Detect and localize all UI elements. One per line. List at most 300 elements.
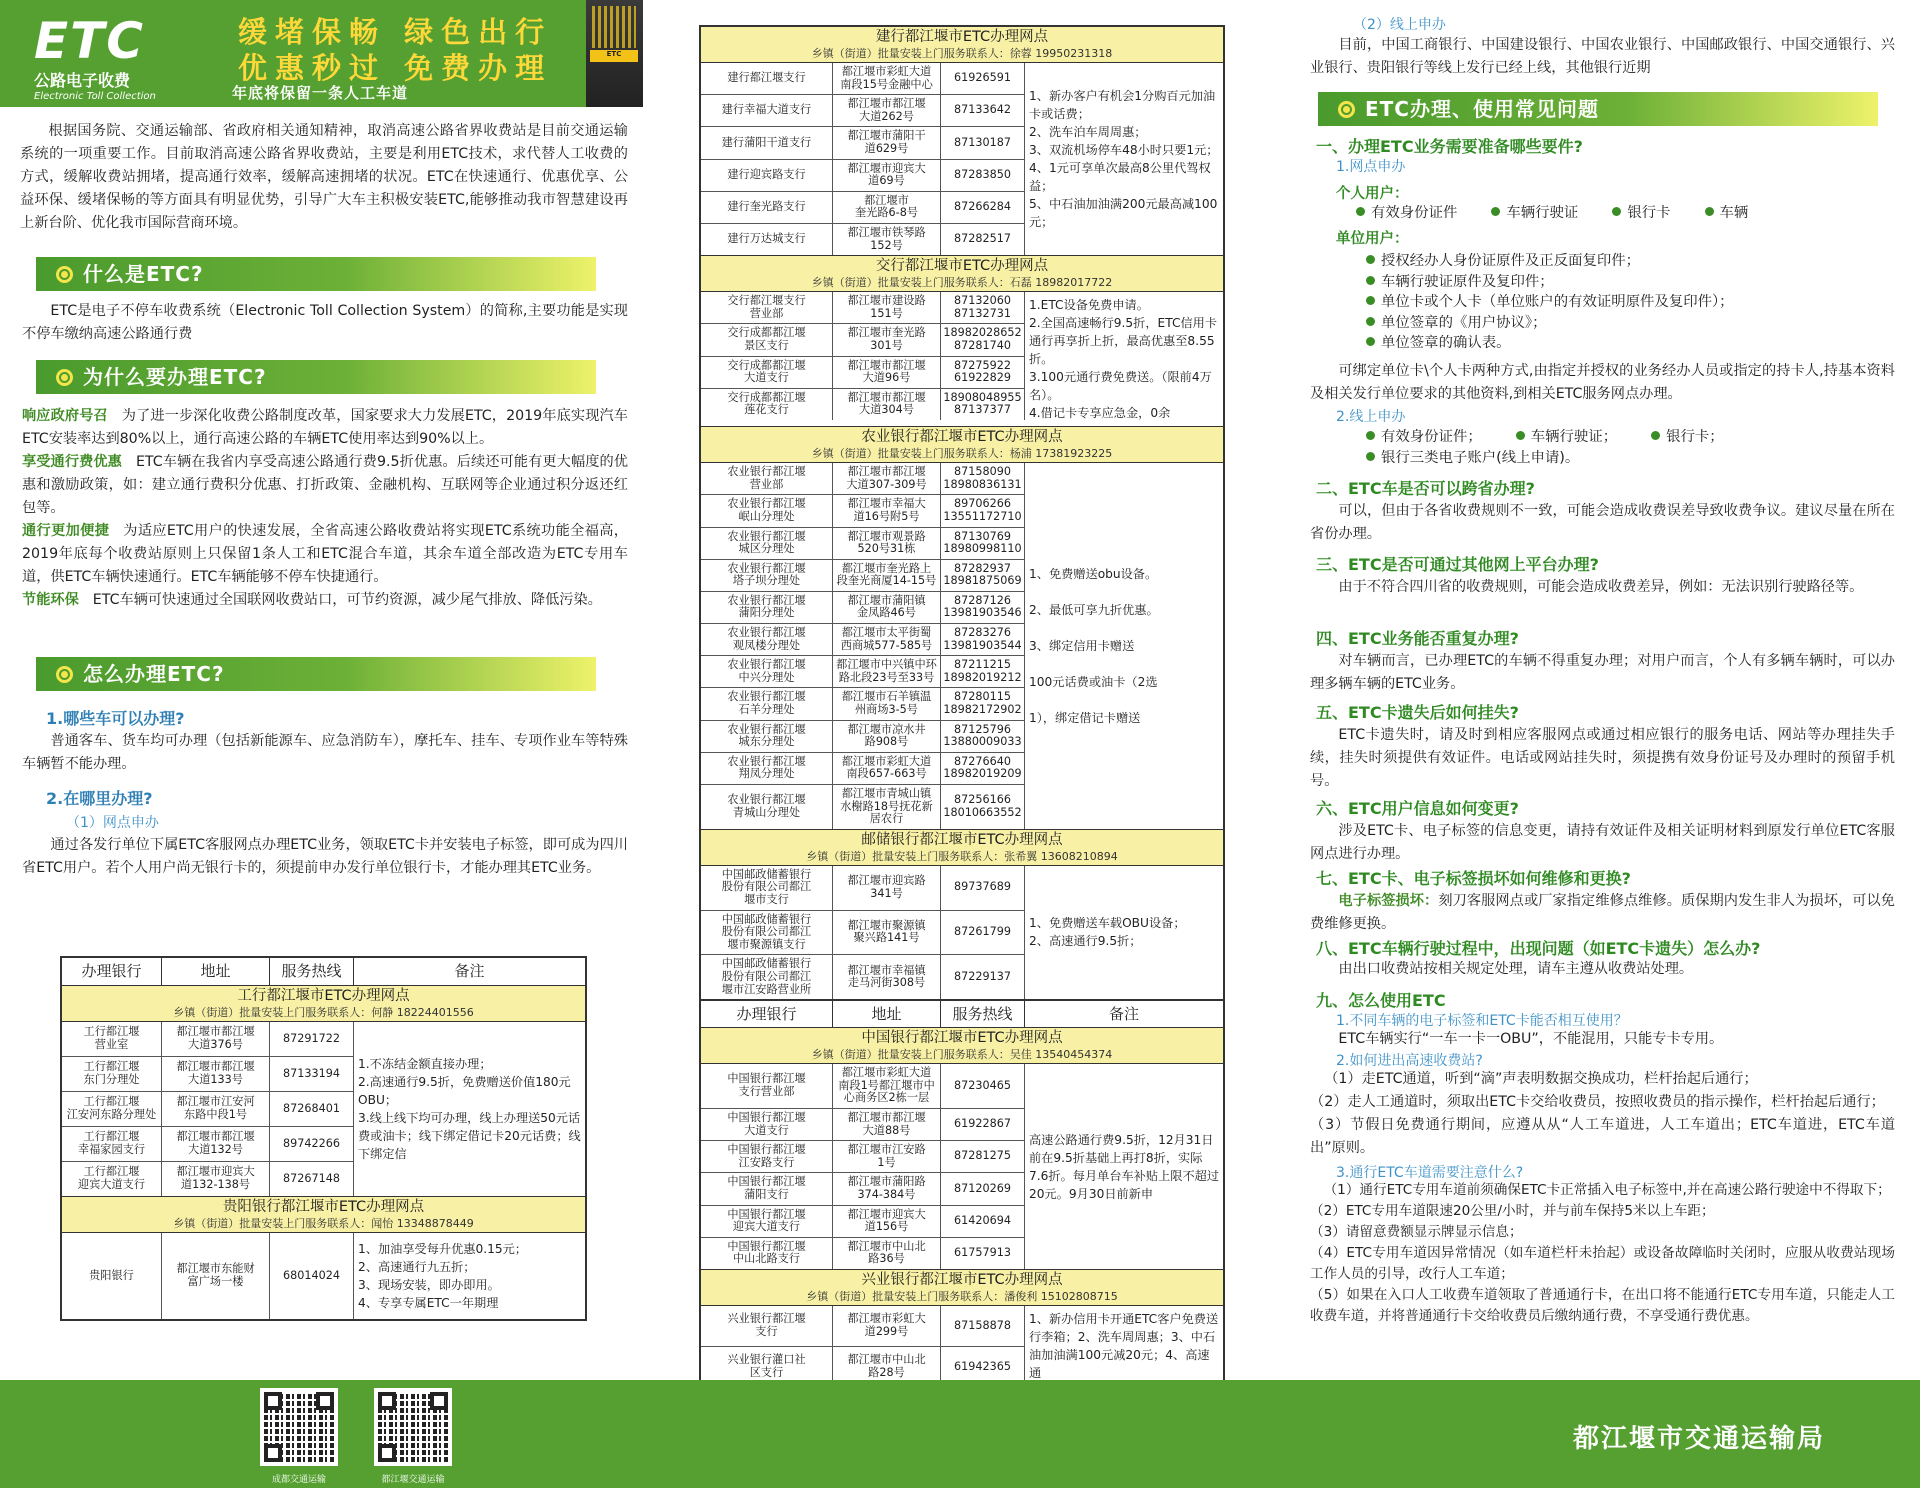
faq-a7 (1310, 890, 1895, 936)
bullet-text: 银行三类电子账户(线上申请)。 (1381, 449, 1580, 466)
table-cell: 交行成都都江堰 大道支行 (701, 357, 833, 388)
bullet-dot-icon (1612, 207, 1621, 216)
table-cell: 89742266 (270, 1127, 354, 1161)
faq-q9-s3: 3.通行ETC车道需要注意什么? (1336, 1165, 1524, 1181)
corp-items (1366, 251, 1896, 354)
bullet-text: 有效身份证件 (1371, 205, 1458, 221)
how-sub2: （2）线上申办 (1353, 17, 1446, 33)
bank-contact: 乡镇（街道）批量安装上门服务联系人：石磊 18982017722 (811, 276, 1113, 290)
faq-a8: 由出口收费站按相关规定处理，请车主遵从收费站处理。 (1338, 961, 1694, 977)
table-row (62, 1233, 354, 1319)
bank-name: 农业银行都江堰市ETC办理网点 (861, 429, 1063, 446)
table-cell: 中国邮政储蓄银行 股份有限公司都江 堰市江安路营业所 (701, 955, 833, 999)
table-cell: 都江堰市都江堰 大道96号 (833, 357, 941, 388)
table-row (701, 192, 1025, 224)
table-cell: 87256166 18010663552 (941, 785, 1025, 829)
logo-en: Electronic Toll Collection (34, 91, 156, 102)
bank-name: 邮储银行都江堰市ETC办理网点 (861, 831, 1063, 848)
table-cell: 87133194 (270, 1057, 354, 1091)
table-cell: 中国银行都江堰 大道支行 (701, 1109, 833, 1140)
what-paragraph: ETC是电子不停车收费系统（Electronic Toll Collection System）的简称,主要功能是实现不停车缴纳高速公路通行费 (22, 303, 628, 342)
table-cell: 农业银行都江堰 岷山分理处 (701, 495, 833, 526)
section-why-title: 为什么要办理ETC? (83, 365, 267, 389)
table-row (701, 911, 1025, 956)
bank-name: 工行都江堰市ETC办理网点 (237, 988, 410, 1004)
faq-q2: 二、ETC车是否可以跨省办理? (1316, 479, 1535, 498)
why-item-text: ETC车辆可快速通过全国联网收费站口，可节约资源，减少尾气排放、降低污染。 (92, 592, 602, 608)
bank-note: 1、免费赠送obu设备。 2、最低可享九折优惠。 3、绑定信用卡赠送 100元话费或油卡（2选 1），绑定借记卡赠送 (1029, 566, 1159, 725)
bank-note: 1、加油享受每升优惠0.15元； 2、高速通行九五折； 3、现场安装，即办即用。 4、专享专属ETC一年期理 (358, 1242, 527, 1310)
table-cell: 工行都江堰 江安河东路分理处 (62, 1092, 162, 1126)
table-cell: 87268401 (270, 1092, 354, 1126)
table-cell: 建行蒲阳干道支行 (701, 127, 833, 158)
how-q1: 1.哪些车可以办理? (46, 709, 185, 728)
bullet-dot-icon (1705, 207, 1714, 216)
table-cell: 中国邮政储蓄银行 股份有限公司都江 堰市支行 (701, 866, 833, 910)
table-row (62, 1022, 354, 1057)
table-cell: 都江堰市中兴镇中环 路北段23号至33号 (833, 656, 941, 687)
table-cell: 都江堰市蒲阳干 道629号 (833, 127, 941, 158)
faq-a6: 涉及ETC卡、电子标签的信息变更，请持有效证件及相关证明材料到原发行单位ETC客服网点进行办理。 (1310, 823, 1895, 862)
bullet-item (1366, 427, 1482, 448)
table-row (701, 624, 1025, 656)
etc-sign: ETC (590, 50, 638, 62)
ring-icon (56, 266, 73, 283)
table-cell: 87211215 18982019212 (941, 656, 1025, 687)
bullet-text: 车辆行驶证 (1506, 205, 1579, 221)
qr-label-dujiangyan: 都江堰交通运输 (381, 1475, 445, 1485)
table-header-row (701, 1000, 1223, 1028)
table-cell: 农业银行都江堰 营业部 (701, 463, 833, 494)
table-cell: 87158878 (941, 1306, 1025, 1346)
table-cell: 87158090 18980836131 (941, 463, 1025, 494)
bullet-item (1366, 272, 1896, 293)
table-cell: 87120269 (941, 1173, 1025, 1204)
personal-items (1356, 202, 1896, 224)
table-cell: 都江堰市东能财 富广场一楼 (162, 1233, 270, 1319)
table-row (701, 753, 1025, 785)
table-row (701, 324, 1025, 356)
table-cell: 都江堰市彩虹大道 南段15号金融中心 (833, 63, 941, 94)
faq-q9: 九、怎么使用ETC (1316, 991, 1446, 1010)
table-row (701, 1064, 1025, 1109)
table-row (701, 160, 1025, 192)
table-cell: 61420694 (941, 1206, 1025, 1237)
table-cell: 农业银行都江堰 中兴分理处 (701, 656, 833, 687)
why-item-label: 享受通行费优惠 (22, 454, 122, 470)
bullet-text: 单位签章的《用户协议》； (1381, 314, 1547, 331)
table-cell: 都江堰市都江堰 大道304号 (833, 389, 941, 420)
table-row (701, 866, 1025, 911)
table-cell: 农业银行都江堰 城东分理处 (701, 721, 833, 752)
bullet-dot-icon (1366, 276, 1375, 285)
bullet-item (1612, 203, 1670, 224)
ring-icon (1338, 101, 1355, 118)
bullet-text: 银行卡； (1666, 429, 1724, 445)
table-cell: 都江堰市彩虹大 道299号 (833, 1306, 941, 1346)
table-cell: 87282517 (941, 224, 1025, 255)
bank-contact: 乡镇（街道）批量安装上门服务联系人：吴佳 13540454374 (811, 1048, 1113, 1062)
bank-body (62, 1022, 585, 1197)
table-row (701, 224, 1025, 255)
table-cell: 87287126 13981903546 (941, 592, 1025, 623)
how-q2: 2.在哪里办理? (46, 789, 153, 808)
table-cell: 都江堰市彩虹大道 南段657-663号 (833, 753, 941, 784)
table-cell: 89706266 13551172710 (941, 495, 1025, 526)
faq-a4: 对车辆而言，已办理ETC的车辆不得重复办理；对用户而言，个人有多辆车辆时，可以办理多辆车辆的ETC业务。 (1310, 653, 1895, 692)
agency-name: 都江堰市交通运输局 (1572, 1424, 1825, 1454)
why-item-text: 为了进一步深化收费公路制度改革，国家要求大力发展ETC，2019年底实现汽车ETC安装率达到80%以上，通行高速公路的车辆ETC使用率达到90%以上。 (22, 408, 628, 447)
table-cell: 都江堰市都江堰 大道307-309号 (833, 463, 941, 494)
table-row (701, 955, 1025, 999)
bullet-text: 授权经办人身份证原件及正反面复印件； (1381, 253, 1641, 269)
table-cell: 都江堰市都江堰 大道132号 (162, 1127, 270, 1161)
table-row (701, 1206, 1025, 1238)
table-cell: 都江堰市都江堰 大道133号 (162, 1057, 270, 1091)
table-cell: 都江堰市幸福大 道16号附5号 (833, 495, 941, 526)
bullet-dot-icon (1516, 431, 1525, 440)
table-row (701, 463, 1025, 495)
table-cell: 建行幸福大道支行 (701, 95, 833, 126)
bank-body (701, 1306, 1223, 1387)
table-cell: 中国银行都江堰 蒲阳支行 (701, 1173, 833, 1204)
table-cell: 87283850 (941, 160, 1025, 191)
table-cell: 农业银行都江堰 城区分理处 (701, 528, 833, 559)
bullet-text: 银行卡 (1627, 205, 1671, 221)
table-cell: 工行都江堰 迎宾大道支行 (62, 1162, 162, 1196)
slogan-line1: 缓堵保畅 绿色出行 (238, 15, 553, 49)
bank-note: 1.不冻结金额直接办理； 2.高速通行9.5折，免费赠送价值180元OBU； 3.线上线下均可办理，线上办理送50元话费或油卡；线下绑定借记卡20元话费；线下绑定信 (358, 1057, 581, 1161)
table-row (701, 63, 1025, 95)
bank-name: 中国银行都江堰市ETC办理网点 (861, 1030, 1063, 1047)
table-cell: 工行都江堰 营业室 (62, 1022, 162, 1056)
bullet-item (1366, 313, 1896, 334)
table-cell: 87125796 13880009033 (941, 721, 1025, 752)
table-cell: 87261799 (941, 911, 1025, 955)
bank-body (701, 63, 1223, 256)
qr-corner (264, 1392, 282, 1410)
why-item-text: 为适应ETC用户的快速发展，全省高速公路收费站将实现ETC系统功能全福高，2019年底每个收费站原则上只保留1条人工和ETC混合车道，其余车道全部改造为ETC专用车道，供ETC车辆快速通行。ETC车辆能够不停车快捷通行。 (22, 523, 628, 585)
table-cell: 87132060 87132731 (941, 292, 1025, 323)
table-row (701, 656, 1025, 688)
table-cell: 都江堰市蒲阳镇 金凤路46号 (833, 592, 941, 623)
table-cell: 87230465 (941, 1064, 1025, 1108)
faq-a9-s1: ETC车辆实行“一车一卡一OBU”，不能混用，只能专卡专用。 (1338, 1031, 1724, 1047)
bullet-item (1366, 333, 1896, 354)
faq-q9-s1: 1.不同车辆的电子标签和ETC卡能否相互使用？ (1336, 1013, 1628, 1029)
bank-rows (701, 866, 1025, 999)
bank-note: 高速公路通行费9.5折，12月31日前在9.5折基础上再打8折，实际7.6折。每月单台车补贴上限不超过20元。9月30日前新申 (1029, 1132, 1220, 1201)
section-faq-header (1318, 92, 1878, 126)
table-cell: 87229137 (941, 955, 1025, 999)
table-row (701, 1109, 1025, 1141)
table-cell: 都江堰市江安路 1号 (833, 1141, 941, 1172)
table-cell: 都江堰市青城山镇 水榭路18号抚花新 居农行 (833, 785, 941, 829)
table-header-cell: 备注 (454, 962, 485, 980)
table-row (701, 292, 1025, 324)
bullet-dot-icon (1651, 431, 1660, 440)
bank-table-middle (699, 25, 1225, 1389)
qr-code-chengdu[interactable] (260, 1388, 338, 1466)
table-cell: 61757913 (941, 1238, 1025, 1269)
bullet-item (1356, 203, 1457, 224)
table-cell: 交行成都都江堰 莲花支行 (701, 389, 833, 420)
faq-q1-sub2: 2.线上申办 (1336, 409, 1406, 425)
bank-rows (701, 1306, 1025, 1387)
bank-body (701, 292, 1223, 427)
section-what-header (36, 257, 596, 291)
faq-q4: 四、ETC业务能否重复办理? (1316, 629, 1519, 648)
table-cell: 18982028652 87281740 (941, 324, 1025, 355)
table-cell: 89737689 (941, 866, 1025, 910)
how-a2: 通过各发行单位下属ETC客服网点办理ETC业务，领取ETC卡并安装电子标签，即可成为四川省ETC用户。若个人用户尚无银行卡的，须提前申办发行单位银行卡，才能办理其ETC业务。 (22, 837, 628, 876)
faq-a5: ETC卡遗失时，请及时到相应客服网点或通过相应银行的服务电话、网站等办理挂失手续，挂失时须提供有效证件。电话或网站挂失时，须提携有效身份证号及办理时的预留手机号。 (1310, 727, 1895, 789)
bullet-text: 车辆行驶证原件及复印件； (1381, 273, 1554, 290)
table-cell: 兴业银行都江堰 支行 (701, 1306, 833, 1346)
table-row (701, 95, 1025, 127)
table-cell: 建行迎宾路支行 (701, 160, 833, 191)
bank-note: 1.ETC设备免费申请。 2.全国高速畅行9.5折，ETC信用卡通行再享折上折，最高优惠至8.55折。 3.100元通行费免费送。（限前4万名）。 4.借记卡专享应急金，0余 (1029, 298, 1218, 421)
table-cell: 都江堰市太平街蜀 西商城577-585号 (833, 624, 941, 655)
table-cell: 建行都江堰支行 (701, 63, 833, 94)
table-cell: 交行成都都江堰 景区支行 (701, 324, 833, 355)
faq-personal-label: 个人用户： (1336, 186, 1409, 202)
table-cell: 中国邮政储蓄银行 股份有限公司都江 堰市聚源镇支行 (701, 911, 833, 955)
table-cell: 农业银行都江堰 翔凤分理处 (701, 753, 833, 784)
table-cell: 都江堰市铁琴路 152号 (833, 224, 941, 255)
table-cell: 都江堰市都江堰 大道262号 (833, 95, 941, 126)
building-lights (592, 6, 636, 48)
table-header-cell: 办理银行 (701, 1001, 833, 1027)
qr-corner (264, 1444, 282, 1462)
bank-name: 贵阳银行都江堰市ETC办理网点 (222, 1199, 425, 1215)
table-cell: 工行都江堰 东门分理处 (62, 1057, 162, 1091)
bullet-dot-icon (1491, 207, 1500, 216)
bank-header (701, 27, 1223, 63)
table-cell: 都江堰市迎宾大 道69号 (833, 160, 941, 191)
table-header-row (62, 958, 585, 986)
banner-subtitle: 年底将保留一条人工车道 (232, 84, 409, 102)
table-cell: 建行奎光路支行 (701, 192, 833, 223)
table-cell: 都江堰市凉水井 路908号 (833, 721, 941, 752)
faq-a2: 可以，但由于各省收费规则不一致，可能会造成收费误差导致收费争议。建议尽量在所在省份办理。 (1310, 503, 1895, 542)
bank-header (701, 1028, 1223, 1064)
why-item (22, 520, 628, 589)
bank-name: 建行都江堰市ETC办理网点 (875, 29, 1049, 45)
table-cell: 都江堰市 奎光路6-8号 (833, 192, 941, 223)
ring-icon (56, 666, 73, 683)
table-cell: 建行万达城支行 (701, 224, 833, 255)
logo-mark: ETC (34, 12, 145, 70)
faq-q8: 八、ETC车辆行驶过程中，出现问题（如ETC卡遗失）怎么办? (1316, 939, 1761, 958)
bullet-text: 车辆行驶证； (1530, 429, 1618, 445)
bank-body (701, 463, 1223, 830)
table-header-cell: 办理银行 (62, 958, 162, 985)
faq-a9-s2: （1）走ETC通道，听到“滴”声表明数据交换成功，栏杆抬起后通行； （2）走人工通道时，须取出ETC卡交给收费员，按照收费员的指示操作，栏杆抬起后通行； （3）节假日免费通行期间，应遵从从“人工车道进，人工车道出；ETC车道进，ETC车道出”原则。 (1310, 1071, 1895, 1156)
bullet-dot-icon (1356, 207, 1365, 216)
bank-header (701, 427, 1223, 463)
table-cell: 都江堰市都江堰 大道88号 (833, 1109, 941, 1140)
table-row (701, 1141, 1025, 1173)
table-cell: 都江堰市蒲阳路 374-384号 (833, 1173, 941, 1204)
table-cell: 都江堰市幸福镇 走马河街308号 (833, 955, 941, 999)
faq-q3: 三、ETC是否可通过其他网上平台办理? (1316, 555, 1599, 574)
table-row (701, 560, 1025, 592)
why-item-label: 节能环保 (22, 592, 79, 608)
table-row (701, 528, 1025, 560)
bank-rows (701, 1064, 1025, 1269)
table-cell: 都江堰市石羊镇温 州商场3-5号 (833, 688, 941, 719)
footer-bar (0, 1380, 1920, 1488)
table-cell: 87281275 (941, 1141, 1025, 1172)
bank-body (62, 1233, 585, 1319)
table-row (701, 1306, 1025, 1347)
bank-contact: 乡镇（街道）批量安装上门服务联系人：闻怡 13348878449 (173, 1217, 474, 1230)
table-row (701, 389, 1025, 420)
table-header-cell: 地址 (162, 958, 270, 985)
section-how-header (36, 657, 596, 691)
table-cell: 农业银行都江堰 石羊分理处 (701, 688, 833, 719)
bank-header (62, 986, 585, 1022)
table-cell: 87266284 (941, 192, 1025, 223)
bank-rows (62, 1233, 354, 1319)
bank-name: 兴业银行都江堰市ETC办理网点 (861, 1271, 1063, 1288)
bank-note: 1、新办信用卡开通ETC客户免费送行李箱；2、洗车周周惠；3、中石油加油满100元减20元；4、高速通 (1029, 1312, 1219, 1381)
table-cell: 农业银行都江堰 观凤楼分理处 (701, 624, 833, 655)
faq-q1-sub1: 1.网点申办 (1336, 159, 1406, 175)
table-row (62, 1057, 354, 1092)
toll-gate-image (586, 0, 643, 107)
faq-a7-label: 电子标签损坏： (1338, 893, 1439, 909)
qr-corner (378, 1392, 396, 1410)
table-cell: 农业银行都江堰 塔子坝分理处 (701, 560, 833, 591)
table-cell: 交行都江堰支行 营业部 (701, 292, 833, 323)
faq-q6: 六、ETC用户信息如何变更? (1316, 799, 1519, 818)
why-item-label: 通行更加便捷 (22, 523, 110, 539)
table-row (701, 592, 1025, 624)
bank-header (701, 256, 1223, 292)
how-a3: 目前，中国工商银行、中国建设银行、中国农业银行、中国邮政银行、中国交通银行、兴业银行、贵阳银行等线上发行已经上线，其他银行近期 (1310, 37, 1895, 76)
table-cell: 都江堰市奎光路上 段奎光商厦14-15号 (833, 560, 941, 591)
table-cell: 贵阳银行 (62, 1233, 162, 1319)
table-cell: 87280115 18982172902 (941, 688, 1025, 719)
faq-corp-note: 可绑定单位卡\个人卡两种方式,由指定并授权的业务经办人员或指定的持卡人,持基本资料及相关发行单位要求的其他资料,到相关ETC服务网点办理。 (1310, 363, 1895, 402)
bank-header (701, 830, 1223, 866)
bank-rows (701, 292, 1025, 426)
table-cell: 87282937 18981875069 (941, 560, 1025, 591)
header-banner (0, 0, 643, 107)
bullet-item (1516, 427, 1617, 448)
table-row (701, 688, 1025, 720)
table-cell: 61926591 (941, 63, 1025, 94)
bullet-item (1366, 448, 1862, 469)
table-row (62, 1092, 354, 1127)
table-header-cell: 服务热线 (270, 958, 354, 985)
bullet-dot-icon (1366, 337, 1375, 346)
bank-header (62, 1197, 585, 1233)
bullet-text: 单位签章的确认表。 (1381, 335, 1511, 351)
table-row (62, 1162, 354, 1196)
bank-body (701, 866, 1223, 1000)
table-cell: 中国银行都江堰 江安路支行 (701, 1141, 833, 1172)
faq-q5: 五、ETC卡遗失后如何挂失? (1316, 703, 1519, 722)
table-cell: 87130769 18980998110 (941, 528, 1025, 559)
how-a1: 普通客车、货车均可办理（包括新能源车、应急消防车），摩托车、挂车、专项作业车等特殊车辆暂不能办理。 (22, 733, 628, 772)
bank-rows (62, 1022, 354, 1196)
bank-rows (701, 463, 1025, 829)
table-cell: 中国银行都江堰 支行营业部 (701, 1064, 833, 1108)
table-row (701, 1238, 1025, 1269)
why-item (22, 451, 628, 520)
qr-corner (316, 1392, 334, 1410)
table-cell: 都江堰市江安河 东路中段1号 (162, 1092, 270, 1126)
qr-corner (430, 1392, 448, 1410)
bullet-item (1491, 203, 1578, 224)
online-items (1366, 426, 1896, 468)
table-cell: 18908048955 87137377 (941, 389, 1025, 420)
bank-note: 1、新办客户有机会1分购百元加油卡或话费； 2、洗车泊车周周惠； 3、双流机场停车48小时只要1元； 4、1元可享单次最高8公里代驾权益； 5、中石油加油满200元最高减100元； (1029, 89, 1219, 230)
table-cell: 都江堰市彩虹大道 南段1号都江堰市中 心商务区2栋一层 (833, 1064, 941, 1108)
why-item (22, 405, 628, 451)
bullet-text: 单位卡或个人卡（单位账户的有效证明原件及复印件）； (1381, 294, 1734, 310)
bank-rows (701, 63, 1025, 255)
table-cell: 都江堰市中山北 路36号 (833, 1238, 941, 1269)
table-cell: 87267148 (270, 1162, 354, 1196)
table-cell: 68014024 (270, 1233, 354, 1319)
table-row (701, 721, 1025, 753)
section-what-title: 什么是ETC? (83, 262, 204, 286)
table-header-cell: 服务热线 (941, 1001, 1025, 1027)
table-cell: 87283276 13981903544 (941, 624, 1025, 655)
ring-icon (56, 369, 73, 386)
table-cell: 87130187 (941, 127, 1025, 158)
etc-logo (34, 12, 156, 102)
bullet-item (1651, 427, 1724, 448)
table-cell: 都江堰市迎宾大 道156号 (833, 1206, 941, 1237)
table-cell: 87276640 18982019209 (941, 753, 1025, 784)
bank-contact: 乡镇（街道）批量安装上门服务联系人：何静 18224401556 (173, 1006, 474, 1019)
faq-q1: 一、办理ETC业务需要准备哪些要件? (1316, 137, 1583, 156)
table-header-cell: 备注 (1108, 1005, 1139, 1024)
table-cell: 都江堰市观景路 520号31栋 (833, 528, 941, 559)
table-cell: 都江堰市迎宾大 道132-138号 (162, 1162, 270, 1196)
bullet-dot-icon (1366, 431, 1375, 440)
faq-q7: 七、ETC卡、电子标签损坏如何维修和更换? (1316, 869, 1631, 888)
faq-a3: 由于不符合四川省的收费规则，可能会造成收费差异，例如：无法识别行驶路径等。 (1338, 579, 1864, 595)
table-cell: 61922867 (941, 1109, 1025, 1140)
logo-cn: 公路电子收费 (34, 71, 131, 90)
table-cell: 都江堰市迎宾路 341号 (833, 866, 941, 910)
table-row (701, 1173, 1025, 1205)
bank-contact: 乡镇（街道）批量安装上门服务联系人：张希翼 13608210894 (806, 849, 1118, 863)
table-cell: 87133642 (941, 95, 1025, 126)
bank-body (701, 1064, 1223, 1270)
table-row (701, 495, 1025, 527)
table-cell: 中国银行都江堰 迎宾大道支行 (701, 1206, 833, 1237)
bullet-dot-icon (1366, 317, 1375, 326)
why-item (22, 589, 628, 612)
qr-code-dujiangyan[interactable] (374, 1388, 452, 1466)
table-row (701, 785, 1025, 829)
table-cell: 工行都江堰 幸福家园支行 (62, 1127, 162, 1161)
bullet-item (1366, 292, 1896, 313)
how-sub1: （1）网点申办 (66, 815, 159, 831)
table-row (62, 1127, 354, 1162)
bank-note: 1、免费赠送车载OBU设备； 2、高速通行9.5折； (1029, 916, 1186, 949)
qr-corner (378, 1444, 396, 1462)
bank-contact: 乡镇（街道）批量安装上门服务联系人：徐蓉 19950231318 (811, 47, 1113, 60)
section-faq-title: ETC办理、使用常见问题 (1365, 97, 1599, 121)
